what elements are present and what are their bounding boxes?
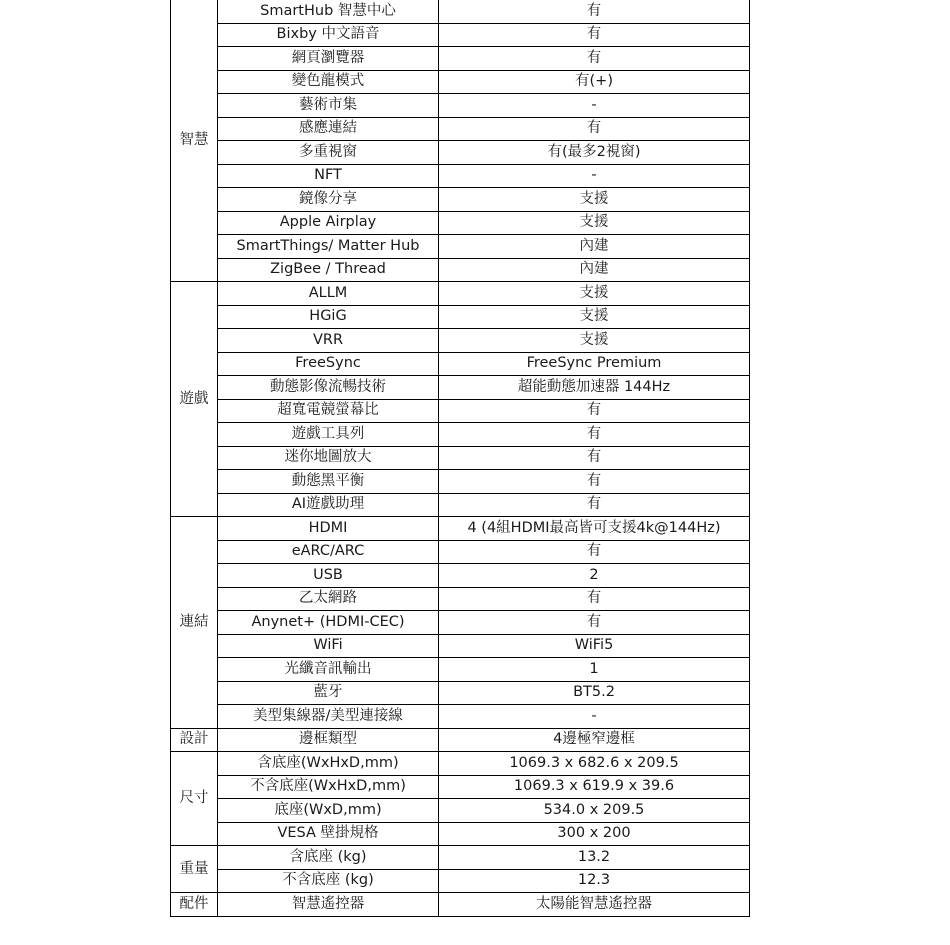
category-cell: 智慧 xyxy=(171,0,218,282)
value-cell: 有 xyxy=(439,611,750,635)
feature-cell: HDMI xyxy=(218,517,439,541)
value-cell: 1069.3 x 682.6 x 209.5 xyxy=(439,752,750,776)
feature-cell: 光纖音訊輸出 xyxy=(218,658,439,682)
table-row xyxy=(171,0,750,23)
feature-cell: 不含底座(WxHxD,mm) xyxy=(218,775,439,799)
value-cell: 有 xyxy=(439,470,750,494)
table-row xyxy=(171,117,750,141)
value-cell: 12.3 xyxy=(439,869,750,893)
table-row xyxy=(171,728,750,752)
feature-cell: VESA 壁掛規格 xyxy=(218,822,439,846)
value-cell: 有 xyxy=(439,540,750,564)
table-row xyxy=(171,869,750,893)
table-row xyxy=(171,822,750,846)
value-cell: 有 xyxy=(439,423,750,447)
value-cell: 13.2 xyxy=(439,846,750,870)
table-row xyxy=(171,846,750,870)
table-row xyxy=(171,94,750,118)
feature-cell: eARC/ARC xyxy=(218,540,439,564)
table-row xyxy=(171,399,750,423)
value-cell: 支援 xyxy=(439,211,750,235)
feature-cell: NFT xyxy=(218,164,439,188)
value-cell: 超能動態加速器 144Hz xyxy=(439,376,750,400)
table-row xyxy=(171,23,750,47)
value-cell: - xyxy=(439,94,750,118)
table-row xyxy=(171,70,750,94)
table-row xyxy=(171,211,750,235)
table-row xyxy=(171,634,750,658)
feature-cell: 不含底座 (kg) xyxy=(218,869,439,893)
value-cell: 有 xyxy=(439,399,750,423)
feature-cell: 變色龍模式 xyxy=(218,70,439,94)
category-cell: 遊戲 xyxy=(171,282,218,517)
table-row xyxy=(171,705,750,729)
value-cell: 300 x 200 xyxy=(439,822,750,846)
table-row xyxy=(171,775,750,799)
value-cell: 有 xyxy=(439,493,750,517)
category-cell: 配件 xyxy=(171,893,218,917)
value-cell: 有 xyxy=(439,117,750,141)
feature-cell: 鏡像分享 xyxy=(218,188,439,212)
feature-cell: 藝術市集 xyxy=(218,94,439,118)
table-row xyxy=(171,235,750,259)
feature-cell: 動態影像流暢技術 xyxy=(218,376,439,400)
feature-cell: SmartHub 智慧中心 xyxy=(218,0,439,23)
value-cell: 有(最多2視窗) xyxy=(439,141,750,165)
value-cell: 1 xyxy=(439,658,750,682)
value-cell: BT5.2 xyxy=(439,681,750,705)
feature-cell: SmartThings/ Matter Hub xyxy=(218,235,439,259)
value-cell: 支援 xyxy=(439,305,750,329)
value-cell: 支援 xyxy=(439,188,750,212)
table-row xyxy=(171,188,750,212)
table-row xyxy=(171,470,750,494)
feature-cell: 迷你地圖放大 xyxy=(218,446,439,470)
table-row xyxy=(171,164,750,188)
value-cell: - xyxy=(439,705,750,729)
table-row xyxy=(171,493,750,517)
value-cell: 2 xyxy=(439,564,750,588)
feature-cell: 邊框類型 xyxy=(218,728,439,752)
table-row xyxy=(171,587,750,611)
feature-cell: 含底座(WxHxD,mm) xyxy=(218,752,439,776)
feature-cell: 美型集線器/美型連接線 xyxy=(218,705,439,729)
value-cell: 有 xyxy=(439,0,750,23)
feature-cell: FreeSync xyxy=(218,352,439,376)
table-row xyxy=(171,305,750,329)
value-cell: 支援 xyxy=(439,282,750,306)
table-row xyxy=(171,799,750,823)
feature-cell: Apple Airplay xyxy=(218,211,439,235)
feature-cell: ZigBee / Thread xyxy=(218,258,439,282)
feature-cell: 底座(WxD,mm) xyxy=(218,799,439,823)
value-cell: 內建 xyxy=(439,258,750,282)
feature-cell: 乙太網路 xyxy=(218,587,439,611)
value-cell: 有(+) xyxy=(439,70,750,94)
table-row xyxy=(171,376,750,400)
feature-cell: 動態黑平衡 xyxy=(218,470,439,494)
feature-cell: HGiG xyxy=(218,305,439,329)
table-row xyxy=(171,329,750,353)
feature-cell: WiFi xyxy=(218,634,439,658)
value-cell: 4 (4組HDMI最高皆可支援4k@144Hz) xyxy=(439,517,750,541)
table-row xyxy=(171,752,750,776)
value-cell: 支援 xyxy=(439,329,750,353)
feature-cell: 智慧遙控器 xyxy=(218,893,439,917)
feature-cell: 遊戲工具列 xyxy=(218,423,439,447)
table-row xyxy=(171,540,750,564)
category-cell: 重量 xyxy=(171,846,218,893)
spec-table-body xyxy=(171,0,750,916)
feature-cell: VRR xyxy=(218,329,439,353)
spec-table xyxy=(170,0,750,917)
feature-cell: ALLM xyxy=(218,282,439,306)
table-row xyxy=(171,47,750,71)
feature-cell: 網頁瀏覽器 xyxy=(218,47,439,71)
value-cell: 1069.3 x 619.9 x 39.6 xyxy=(439,775,750,799)
table-row xyxy=(171,893,750,917)
value-cell: 內建 xyxy=(439,235,750,259)
value-cell: 4邊極窄邊框 xyxy=(439,728,750,752)
table-row xyxy=(171,446,750,470)
table-row xyxy=(171,681,750,705)
value-cell: 太陽能智慧遙控器 xyxy=(439,893,750,917)
value-cell: FreeSync Premium xyxy=(439,352,750,376)
value-cell: WiFi5 xyxy=(439,634,750,658)
feature-cell: 多重視窗 xyxy=(218,141,439,165)
table-row xyxy=(171,282,750,306)
table-row xyxy=(171,658,750,682)
feature-cell: 藍牙 xyxy=(218,681,439,705)
value-cell: 有 xyxy=(439,23,750,47)
category-cell: 設計 xyxy=(171,728,218,752)
table-row xyxy=(171,258,750,282)
feature-cell: 含底座 (kg) xyxy=(218,846,439,870)
category-cell: 尺寸 xyxy=(171,752,218,846)
feature-cell: 感應連結 xyxy=(218,117,439,141)
value-cell: - xyxy=(439,164,750,188)
table-row xyxy=(171,564,750,588)
table-row xyxy=(171,517,750,541)
feature-cell: Anynet+ (HDMI-CEC) xyxy=(218,611,439,635)
table-row xyxy=(171,141,750,165)
value-cell: 有 xyxy=(439,47,750,71)
value-cell: 有 xyxy=(439,446,750,470)
table-row xyxy=(171,352,750,376)
value-cell: 534.0 x 209.5 xyxy=(439,799,750,823)
feature-cell: USB xyxy=(218,564,439,588)
value-cell: 有 xyxy=(439,587,750,611)
feature-cell: 超寬電競螢幕比 xyxy=(218,399,439,423)
table-row xyxy=(171,423,750,447)
feature-cell: Bixby 中文語音 xyxy=(218,23,439,47)
category-cell: 連結 xyxy=(171,517,218,729)
feature-cell: AI遊戲助理 xyxy=(218,493,439,517)
table-row xyxy=(171,611,750,635)
